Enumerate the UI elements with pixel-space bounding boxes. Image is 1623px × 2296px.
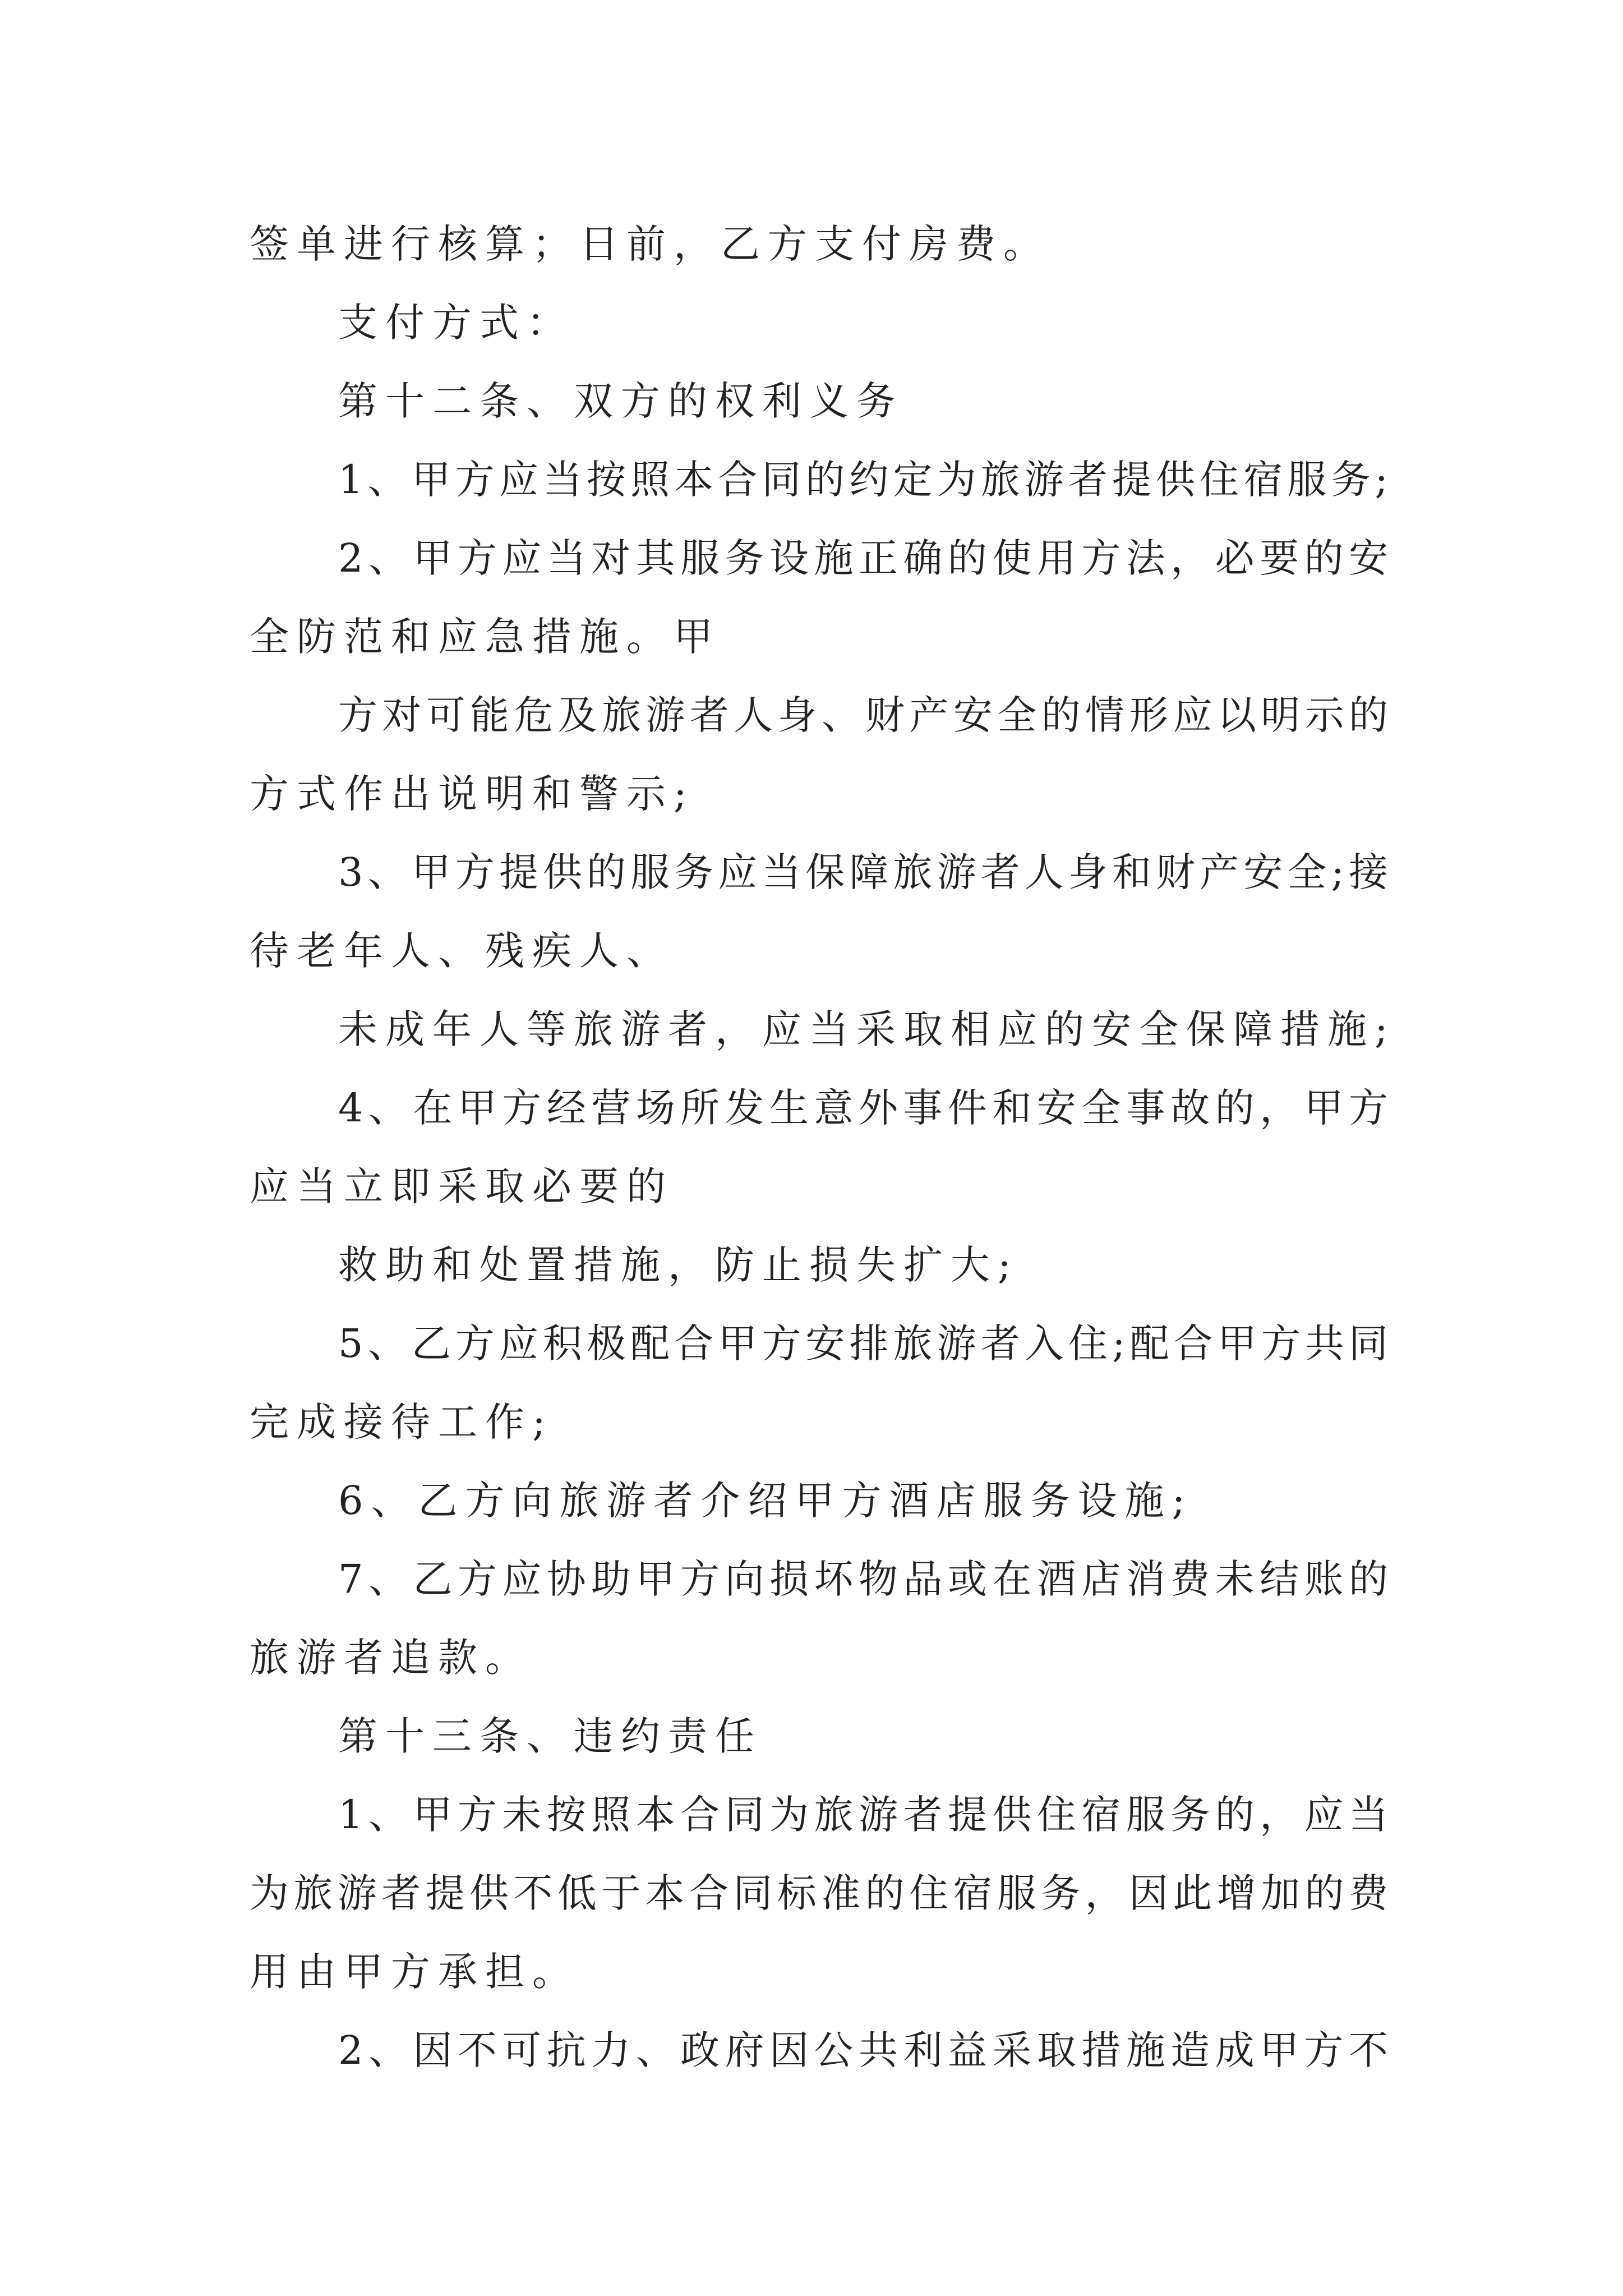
text-line: 2、甲方应当对其服务设施正确的使用方法，必要的安 (338, 535, 1388, 581)
text-line: 1、甲方应当按照本合同的约定为旅游者提供住宿服务; (338, 457, 1388, 503)
text-line: 应当立即采取必要的 (250, 1163, 674, 1209)
text-line: 7、乙方应协助甲方向损坏物品或在酒店消费未结账的 (338, 1556, 1388, 1602)
text-line: 旅游者追款。 (250, 1635, 532, 1681)
text-line: 4、在甲方经营场所发生意外事件和安全事故的，甲方 (338, 1085, 1388, 1131)
text-line: 为旅游者提供不低于本合同标准的住宿服务，因此增加的费 (250, 1870, 1388, 1916)
text-line: 未成年人等旅游者，应当采取相应的安全保障措施; (338, 1006, 1396, 1052)
section-heading: 第十二条、双方的权利义务 (338, 378, 903, 424)
text-line: 方式作出说明和警示; (250, 771, 695, 817)
document-body (250, 205, 1396, 2090)
text-line: 全防范和应急措施。甲 (250, 614, 721, 660)
text-line: 支付方式： (338, 300, 574, 346)
section-heading: 第十三条、违约责任 (338, 1713, 762, 1759)
text-line: 用由甲方承担。 (250, 1949, 579, 1995)
text-line: 3、甲方提供的服务应当保障旅游者人身和财产安全;接 (338, 849, 1388, 895)
text-line: 完成接待工作; (250, 1399, 554, 1445)
text-line: 6、乙方向旅游者介绍甲方酒店服务设施; (338, 1478, 1193, 1524)
text-line: 1、甲方未按照本合同为旅游者提供住宿服务的，应当 (338, 1792, 1388, 1838)
text-line: 方对可能危及旅游者人身、财产安全的情形应以明示的 (338, 692, 1388, 738)
text-line: 5、乙方应积极配合甲方安排旅游者入住;配合甲方共同 (338, 1320, 1388, 1366)
text-line: 待老年人、残疾人、 (250, 928, 674, 974)
text-line: 2、因不可抗力、政府因公共利益采取措施造成甲方不 (338, 2027, 1388, 2073)
text-line: 救助和处置措施，防止损失扩大; (338, 1242, 1019, 1288)
text-line: 签单进行核算；日前，乙方支付房费。 (250, 221, 1050, 267)
